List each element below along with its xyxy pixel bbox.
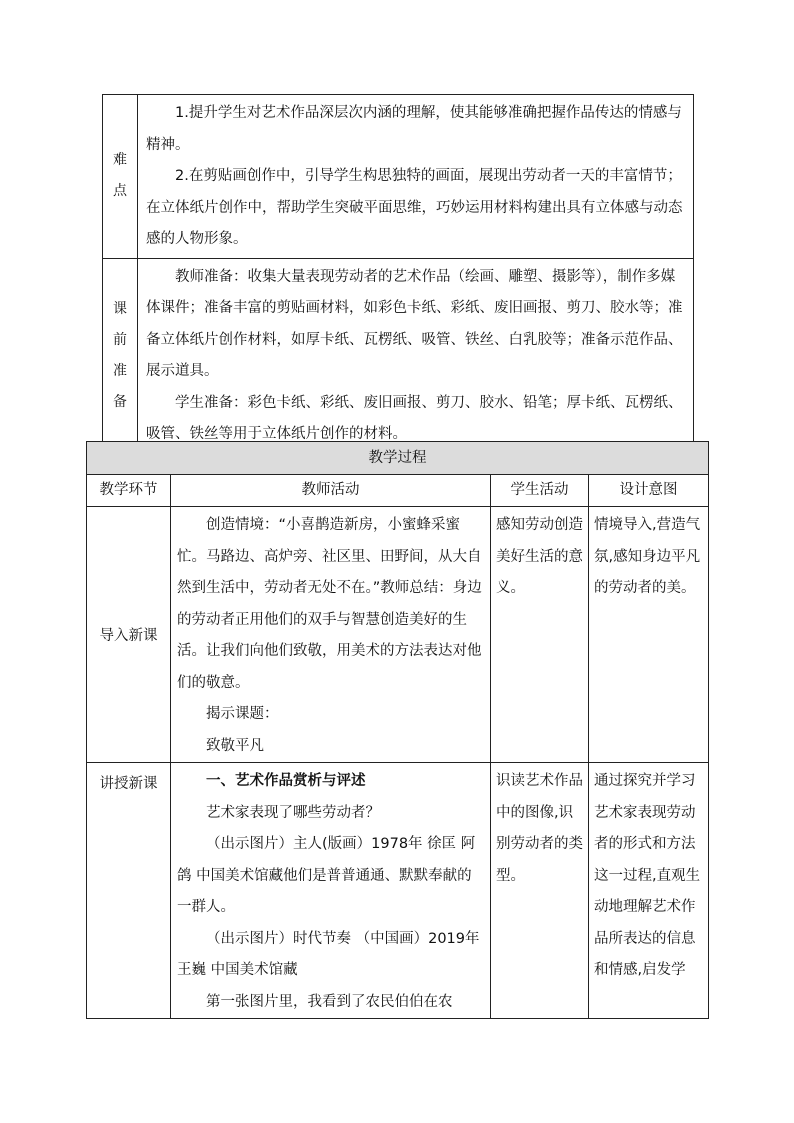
teacher-paragraph: 艺术家表现了哪些劳动者？: [206, 804, 380, 821]
header-student-activity: 学生活动: [491, 475, 589, 507]
difficulty-label-char: 难: [113, 152, 127, 169]
teacher-paragraph: 揭示课题：: [206, 706, 279, 722]
difficulty-label: [103, 95, 138, 259]
stage-cell: 导入新课: [87, 507, 171, 763]
header-teacher-activity: 教师活动: [171, 475, 491, 507]
difficulty-content: [138, 95, 694, 259]
header-design-intent: 设计意图: [589, 475, 709, 507]
student-activity-cell: 识读艺术作品中的图像,识别劳动者的类型。: [491, 763, 589, 1019]
difficulty-paragraph: 2.在剪贴画创作中，引导学生构思独特的画面，展现出劳动者一天的丰富情节；在立体纸片创作中，帮助学生突破平面思维，巧妙运用材料构建出具有立体感与动态感的人物形象。: [146, 168, 683, 247]
process-row-new-lesson: [87, 763, 709, 1019]
design-intent-cell: 通过探究并学习艺术家表现劳动者的形式和方法这一过程,直观生动地理解艺术作品所表达的信息和情感,启发学: [589, 763, 709, 1019]
difficulty-paragraph: 1.提升学生对艺术作品深层次内涵的理解，使其能够准确把握作品传达的情感与精神。: [146, 105, 682, 153]
header-stage: 教学环节: [87, 475, 171, 507]
student-activity-cell: 感知劳动创造美好生活的意义。: [491, 507, 589, 763]
teacher-activity-cell: [171, 763, 491, 1019]
preparation-label-char: 课: [113, 300, 127, 317]
teaching-process-table: [86, 441, 709, 1019]
preparation-paragraph: 教师准备：收集大量表现劳动者的艺术作品（绘画、雕塑、摄影等），制作多媒体课件；准备丰富的剪贴画材料，如彩色卡纸、彩纸、废旧画报、剪刀、胶水等；准备立体纸片创作材料，如厚卡纸、瓦楞纸、吸管、铁丝、白乳胶等；准备示范作品、展示道具。: [146, 268, 683, 379]
preparation-row: [103, 258, 694, 453]
stage-cell: 讲授新课: [87, 763, 171, 1019]
process-row-intro: [87, 507, 709, 763]
preparation-label-char: 准: [113, 362, 127, 379]
process-header-row: [87, 475, 709, 507]
section-heading: 一、艺术作品赏析与评述: [206, 773, 366, 789]
teacher-paragraph: 第一张图片里，我看到了农民伯伯在农: [206, 993, 453, 1010]
preparation-label-char: 前: [113, 331, 127, 348]
process-title: 教学过程: [87, 442, 709, 475]
preparation-label-char: 备: [113, 393, 127, 410]
difficulty-label-char: 点: [113, 183, 127, 200]
teacher-activity-cell: [171, 507, 491, 763]
teacher-paragraph: （出示图片）时代节奏 （中国画）2019年 王巍 中国美术馆藏: [177, 930, 480, 978]
difficulty-row: [103, 95, 694, 259]
preparation-content: [138, 258, 694, 453]
teacher-paragraph: 创造情境：“小喜鹊造新房，小蜜蜂采蜜忙。马路边、高炉旁、社区里、田野间，从大自然到生活中，劳动者无处不在。”教师总结：身边的劳动者正用他们的双手与智慧创造美好的生活。让我们向他们致敬，用美术的方法表达对他们的敬意。: [177, 517, 482, 691]
teacher-paragraph: （出示图片）主人(版画）1978年 徐匡 阿鸽 中国美术馆藏他们是普普通通、默默奉献的一群人。: [177, 836, 476, 915]
lesson-info-table: [102, 94, 694, 454]
teacher-paragraph: 致敬平凡: [206, 737, 264, 754]
preparation-paragraph: 学生准备：彩色卡纸、彩纸、废旧画报、剪刀、胶水、铅笔；厚卡纸、瓦楞纸、吸管、铁丝等用于立体纸片创作的材料。: [146, 394, 683, 442]
preparation-label: [103, 258, 138, 453]
design-intent-cell: 情境导入,营造气氛,感知身边平凡的劳动者的美。: [589, 507, 709, 763]
